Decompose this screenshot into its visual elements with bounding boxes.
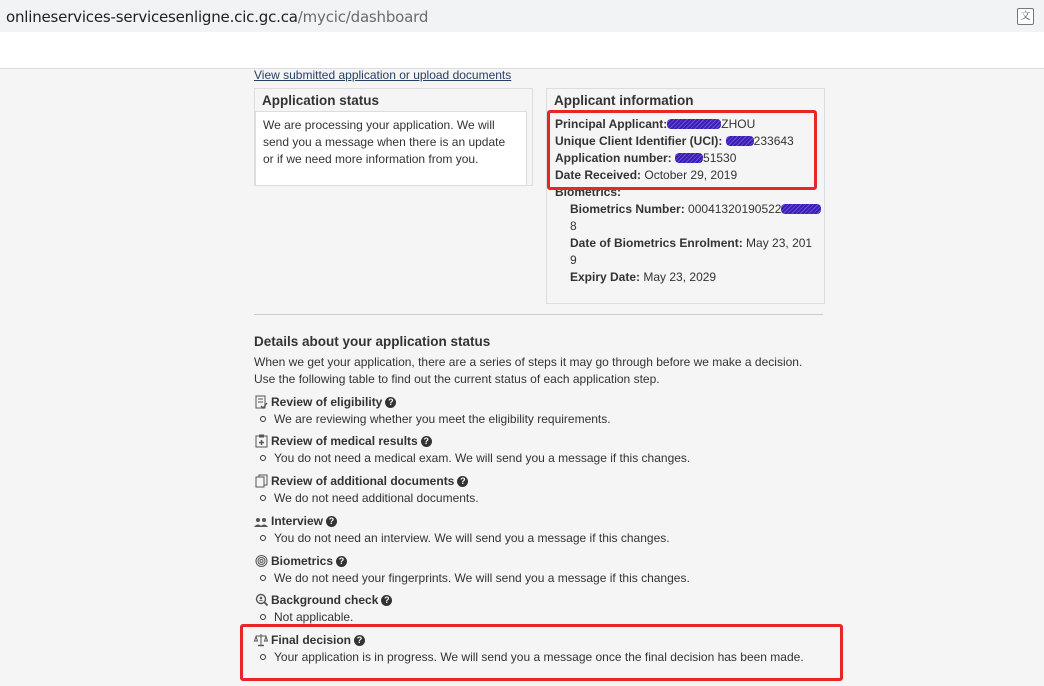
url-host: onlineservices-servicesenligne.cic.gc.ca bbox=[6, 8, 298, 26]
application-status-title: Application status bbox=[262, 93, 380, 108]
document-check-icon bbox=[254, 395, 268, 409]
step-text: We are reviewing whether you meet the eligibility requirements. bbox=[274, 412, 611, 426]
date-received-label: Date Received: bbox=[555, 168, 642, 182]
step-review-of-additional-documents bbox=[254, 473, 874, 505]
step-label: Review of eligibility bbox=[271, 395, 383, 409]
step-label: Biometrics bbox=[271, 554, 334, 568]
biometrics-enrolment-wrap: 9 bbox=[570, 253, 577, 267]
details-desc-line2: Use the following table to find out the current status of each application step. bbox=[254, 372, 660, 386]
biometrics-enrolment-row bbox=[555, 235, 821, 252]
expiry-date-label: Expiry Date: bbox=[570, 270, 641, 284]
uci-label: Unique Client Identifier (UCI): bbox=[555, 134, 723, 148]
bullet bbox=[260, 416, 266, 422]
step-text: You do not need a medical exam. We will send you a message if this changes. bbox=[274, 451, 691, 465]
step-text: Not applicable. bbox=[274, 610, 354, 624]
date-received-value: October 29, 2019 bbox=[644, 168, 738, 182]
step-biometrics bbox=[254, 553, 874, 585]
fingerprint-icon bbox=[254, 554, 268, 568]
highlight-box-applicant bbox=[547, 110, 817, 190]
biometrics-enrolment-label: Date of Biometrics Enrolment: bbox=[570, 236, 743, 250]
uci-value: 233643 bbox=[753, 134, 794, 148]
redaction-scribble bbox=[781, 204, 821, 214]
application-status-text: We are processing your application. We will send you a message when there is an update or if we need more information from you. bbox=[263, 118, 506, 166]
biometrics-number-row bbox=[555, 201, 821, 218]
application-number-label: Application number: bbox=[555, 151, 672, 165]
biometrics-label: Biometrics: bbox=[555, 185, 622, 199]
applicant-information-title: Applicant information bbox=[554, 93, 694, 108]
step-label: Interview bbox=[271, 514, 324, 528]
details-desc-line1: When we get your application, there are a series of steps it may go through before we make a decision. bbox=[254, 355, 803, 369]
step-text: Your application is in progress. We will send you a message once the final decision has been made. bbox=[274, 650, 804, 664]
principal-applicant-value: ZHOU bbox=[721, 117, 756, 131]
medical-clipboard-icon bbox=[254, 434, 268, 448]
help-icon[interactable]: ? bbox=[385, 397, 396, 408]
section-divider bbox=[254, 314, 823, 315]
details-title: Details about your application status bbox=[254, 334, 491, 349]
application-number-value: 51530 bbox=[703, 151, 737, 165]
help-icon[interactable]: ? bbox=[336, 556, 347, 567]
step-label: Final decision bbox=[271, 633, 352, 647]
step-text: We do not need your fingerprints. We will send you a message if this changes. bbox=[274, 571, 690, 585]
step-label: Background check bbox=[271, 593, 379, 607]
application-status-body bbox=[255, 111, 527, 186]
highlight-box-final-decision bbox=[240, 624, 843, 681]
step-interview bbox=[254, 513, 874, 545]
application-status-panel bbox=[254, 88, 533, 186]
step-review-of-eligibility bbox=[254, 394, 874, 426]
expiry-date-row bbox=[555, 269, 821, 286]
biometrics-number-value: 00041320190522 bbox=[688, 202, 782, 216]
bullet bbox=[260, 614, 266, 620]
magnifier-icon bbox=[254, 593, 268, 607]
step-background-check bbox=[254, 592, 874, 624]
biometrics-number-wrap: 8 bbox=[570, 219, 577, 233]
bullet bbox=[260, 495, 266, 501]
biometrics-number-label: Biometrics Number: bbox=[570, 202, 685, 216]
help-icon[interactable]: ? bbox=[326, 516, 337, 527]
translate-icon[interactable]: 文 bbox=[1017, 8, 1034, 25]
url-text[interactable] bbox=[6, 8, 428, 26]
step-label: Review of medical results bbox=[271, 434, 418, 448]
biometrics-enrolment-value: May 23, 201 bbox=[746, 236, 813, 250]
help-icon[interactable]: ? bbox=[354, 635, 365, 646]
address-bar[interactable] bbox=[0, 0, 1044, 32]
help-icon[interactable]: ? bbox=[421, 436, 432, 447]
step-text: You do not need an interview. We will send you a message if this changes. bbox=[274, 531, 670, 545]
browser-toolbar-area bbox=[0, 32, 1044, 69]
documents-icon bbox=[254, 474, 268, 488]
people-icon bbox=[254, 514, 268, 528]
bullet bbox=[260, 455, 266, 461]
help-icon[interactable]: ? bbox=[381, 595, 392, 606]
view-submitted-link[interactable]: View submitted application or upload documents bbox=[254, 68, 512, 82]
url-path: /mycic/dashboard bbox=[297, 8, 429, 26]
bullet bbox=[260, 535, 266, 541]
bullet bbox=[260, 575, 266, 581]
step-review-of-medical-results bbox=[254, 433, 874, 465]
details-description bbox=[254, 354, 824, 388]
step-label: Review of additional documents bbox=[271, 474, 455, 488]
help-icon[interactable]: ? bbox=[457, 476, 468, 487]
step-text: We do not need additional documents. bbox=[274, 491, 479, 505]
expiry-date-value: May 23, 2029 bbox=[643, 270, 717, 284]
principal-applicant-label: Principal Applicant: bbox=[555, 117, 668, 131]
